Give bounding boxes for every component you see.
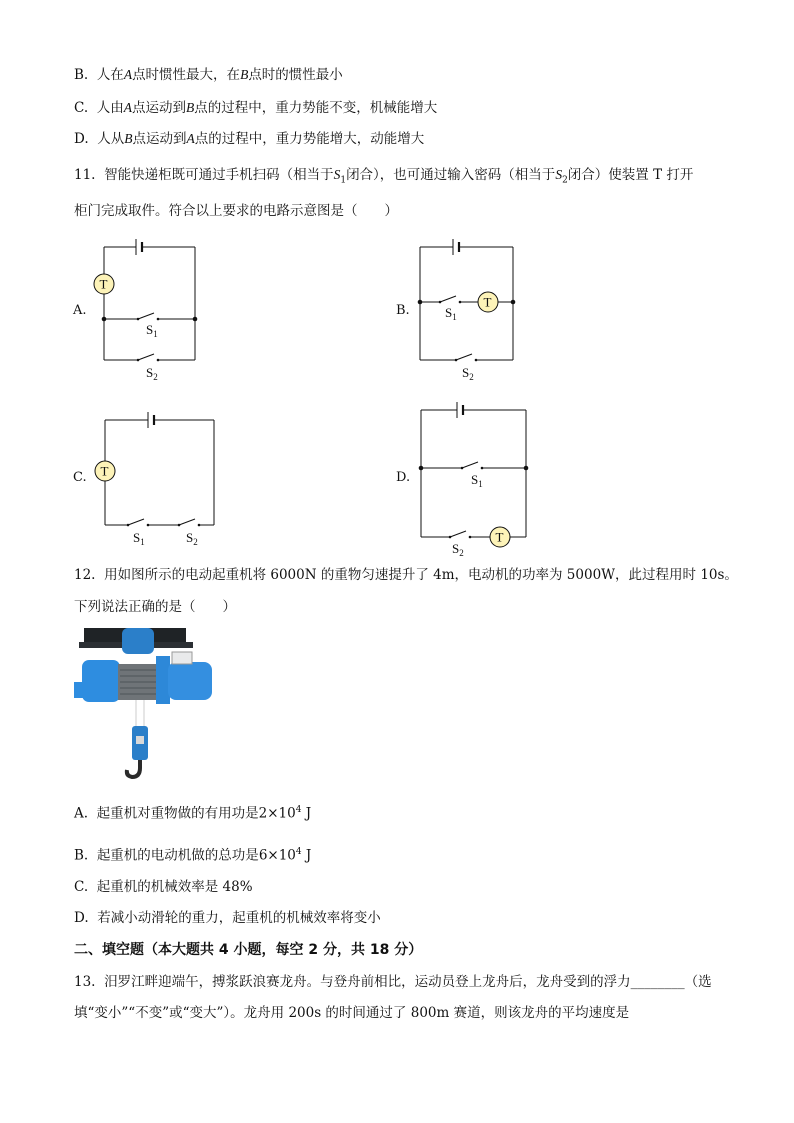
text: 人从 [97, 131, 125, 147]
text: 人在 [96, 67, 124, 83]
circuit-diagram-c [90, 403, 225, 553]
text: 点运动到 [132, 131, 187, 147]
text: 点运动到 [131, 100, 186, 116]
point-label: A [186, 131, 195, 146]
text: 点时的惯性最小 [248, 67, 343, 83]
switch-s1-label: $S_1$ [133, 530, 145, 547]
electric-crane-image [74, 626, 222, 782]
q10-option-c [74, 99, 437, 117]
q13-stem [74, 973, 712, 991]
option-letter: B. [74, 847, 89, 864]
question-number: 13. [74, 974, 96, 990]
text: 起重机的电动机做的总功是 [96, 847, 259, 864]
switch-s2-label: $S_2$ [186, 530, 198, 547]
text: 点的过程中，重力势能不变，机械能增大 [194, 100, 438, 116]
section-heading: 二、填空题（本大题共 4 小题，每空 2 分，共 18 分） [74, 942, 423, 958]
q11-stem [74, 166, 693, 190]
q10-option-b [74, 66, 343, 84]
q11-stem-line2: 柜门完成取件。符合以上要求的电路示意图是（ ） [74, 203, 398, 219]
q12-option-d [74, 909, 381, 927]
option-letter: D. [74, 910, 89, 926]
q10-option-d [74, 130, 424, 148]
text: 闭合），也可通过输入密码（相当于 [346, 167, 556, 183]
point-label: A [123, 100, 132, 115]
switch-s2-label: $S_2$ [146, 365, 158, 382]
point-label: B [240, 67, 249, 82]
unit: J [301, 805, 312, 822]
circuit-diagram-d [412, 396, 542, 561]
text: 起重机的机械效率是 48% [96, 879, 253, 895]
circuit-d-label: D. [396, 470, 411, 485]
switch-s2-label: $S_2$ [452, 541, 464, 558]
value: 6×10 [258, 847, 296, 864]
device-t-label: T [99, 276, 108, 292]
q12-stem-line2: 下列说法正确的是（ ） [74, 599, 236, 615]
q12-option-b [74, 843, 311, 865]
switch-s2-label: $S_2$ [462, 365, 474, 382]
circuit-diagram-b [412, 232, 532, 382]
circuit-b-label: B. [396, 303, 410, 318]
q12-option-a [74, 801, 311, 823]
circuit-a-label: A. [73, 303, 87, 318]
text: 点时惯性最大，在 [132, 67, 241, 83]
option-letter: A. [74, 805, 89, 822]
question-number: 12. [74, 567, 96, 583]
text: 人由 [96, 100, 124, 116]
subscript: 1 [340, 175, 347, 186]
text: 起重机对重物做的有用功是 [96, 805, 259, 822]
option-letter: C. [74, 100, 89, 116]
unit: J [301, 847, 312, 864]
switch-symbol: S [333, 167, 341, 182]
question-number: 11. [74, 167, 96, 183]
option-letter: B. [74, 67, 89, 83]
option-letter: D. [74, 131, 89, 147]
text: 汨罗江畔迎端午，搏浆跃浪赛龙舟。与登舟前相比，运动员登上龙舟后，龙舟受到的浮力________（选 [104, 974, 712, 990]
circuit-diagram-a [90, 232, 210, 382]
point-label: B [185, 100, 195, 115]
option-letter: C. [74, 879, 89, 895]
device-t-label: T [100, 463, 109, 479]
switch-s1-label: $S_1$ [445, 305, 457, 322]
text: 用如图所示的电动起重机将 6000N 的重物匀速提升了 4m，电动机的功率为 5000W，此过程用时 10s。 [104, 567, 738, 583]
circuit-c-label: C. [73, 470, 87, 485]
text: 智能快递柜既可通过手机扫码（相当于 [104, 167, 334, 183]
switch-s1-label: $S_1$ [471, 472, 483, 489]
switch-s1-label: $S_1$ [146, 322, 158, 339]
point-label: B [124, 131, 133, 146]
device-t-label: T [495, 529, 504, 545]
value: 2×10 [258, 805, 296, 822]
exponent: 4 [295, 805, 302, 815]
device-t-label: T [483, 294, 492, 310]
switch-symbol: S [555, 167, 563, 182]
text: 若减小动滑轮的重力，起重机的机械效率将变小 [97, 910, 381, 926]
text: 点的过程中，重力势能增大，动能增大 [194, 131, 425, 147]
exponent: 4 [295, 847, 302, 857]
q12-option-c [74, 878, 253, 896]
subscript: 2 [562, 175, 568, 186]
text: 闭合）使装置 T 打开 [567, 167, 694, 183]
q13-stem-line2: 填“变小”“不变”或“变大”）。龙舟用 200s 的时间通过了 800m 赛道，则该龙舟的平均速度是 [74, 1005, 630, 1021]
point-label: A [123, 67, 133, 82]
q12-stem [74, 566, 738, 584]
